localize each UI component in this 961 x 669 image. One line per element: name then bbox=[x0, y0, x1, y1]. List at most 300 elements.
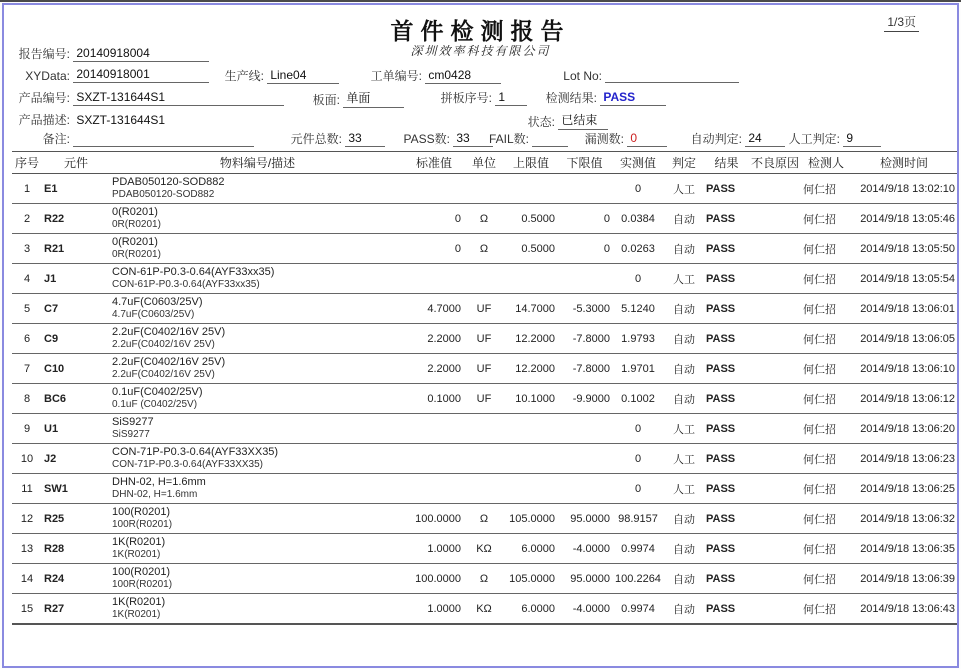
cell-component: R25 bbox=[42, 504, 110, 534]
part-description: DHN-02, H=1.6mm bbox=[112, 489, 198, 500]
cell-index: 11 bbox=[12, 474, 42, 504]
cell-part-desc bbox=[110, 234, 405, 264]
cell-result: PASS bbox=[704, 354, 749, 384]
cell-lower-limit: -7.8000 bbox=[557, 324, 612, 354]
table-row bbox=[12, 384, 957, 414]
cell-lower-limit: 95.0000 bbox=[557, 564, 612, 594]
cell-component: J2 bbox=[42, 444, 110, 474]
cell-unit: UF bbox=[463, 354, 505, 384]
field-label: 产品描述: bbox=[18, 113, 70, 127]
field-value: 20140918004 bbox=[73, 46, 209, 62]
cell-standard bbox=[405, 474, 463, 504]
part-number: 100(R0201) bbox=[112, 506, 171, 518]
cell-component: BC6 bbox=[42, 384, 110, 414]
cell-result: PASS bbox=[704, 204, 749, 234]
col-measured: 实测值 bbox=[612, 152, 664, 174]
cell-upper-limit: 12.2000 bbox=[505, 354, 557, 384]
window-top-edge bbox=[0, 0, 961, 2]
cell-inspector: 何仁招 bbox=[801, 234, 851, 264]
field-label: 自动判定: bbox=[690, 132, 742, 146]
part-number: 2.2uF(C0402/16V 25V) bbox=[112, 326, 226, 338]
field-pass-count bbox=[394, 130, 493, 147]
cell-measured: 0 bbox=[612, 174, 664, 204]
cell-result: PASS bbox=[704, 564, 749, 594]
part-number: 0(R0201) bbox=[112, 236, 158, 248]
cell-part-desc bbox=[110, 534, 405, 564]
cell-result: PASS bbox=[704, 264, 749, 294]
table-row bbox=[12, 174, 957, 204]
cell-unit: KΩ bbox=[463, 534, 505, 564]
cell-index: 14 bbox=[12, 564, 42, 594]
cell-judge: 人工 bbox=[664, 444, 704, 474]
cell-lower-limit: 0 bbox=[557, 204, 612, 234]
cell-unit: Ω bbox=[463, 234, 505, 264]
cell-component: R27 bbox=[42, 594, 110, 625]
cell-upper-limit: 12.2000 bbox=[505, 324, 557, 354]
cell-result: PASS bbox=[704, 414, 749, 444]
cell-lower-limit bbox=[557, 414, 612, 444]
cell-standard bbox=[405, 264, 463, 294]
field-total-count bbox=[272, 130, 385, 147]
cell-lower-limit: -9.9000 bbox=[557, 384, 612, 414]
cell-part-desc bbox=[110, 264, 405, 294]
field-value: 1 bbox=[495, 90, 527, 106]
cell-measured: 5.1240 bbox=[612, 294, 664, 324]
field-work-order bbox=[347, 67, 501, 84]
table-row bbox=[12, 264, 957, 294]
cell-bad-reason bbox=[749, 294, 801, 324]
cell-test-time: 2014/9/18 13:06:05 bbox=[851, 324, 957, 354]
col-result: 结果 bbox=[704, 152, 749, 174]
table-row bbox=[12, 474, 957, 504]
col-standard: 标准值 bbox=[405, 152, 463, 174]
part-description: 2.2uF(C0402/16V 25V) bbox=[112, 339, 215, 350]
cell-part-desc bbox=[110, 444, 405, 474]
cell-bad-reason bbox=[749, 474, 801, 504]
cell-unit: UF bbox=[463, 294, 505, 324]
cell-bad-reason bbox=[749, 594, 801, 625]
field-test-result bbox=[534, 89, 666, 106]
cell-unit: UF bbox=[463, 324, 505, 354]
cell-bad-reason bbox=[749, 174, 801, 204]
cell-result: PASS bbox=[704, 474, 749, 504]
field-xydata bbox=[12, 67, 209, 83]
cell-upper-limit: 14.7000 bbox=[505, 294, 557, 324]
cell-component: U1 bbox=[42, 414, 110, 444]
field-label: 报告编号: bbox=[18, 47, 70, 61]
cell-part-desc bbox=[110, 504, 405, 534]
part-description: 100R(R0201) bbox=[112, 579, 173, 590]
cell-measured: 98.9157 bbox=[612, 504, 664, 534]
field-lot-no bbox=[524, 67, 739, 83]
cell-inspector: 何仁招 bbox=[801, 324, 851, 354]
cell-upper-limit: 0.5000 bbox=[505, 234, 557, 264]
cell-measured: 0.0263 bbox=[612, 234, 664, 264]
cell-judge: 人工 bbox=[664, 414, 704, 444]
cell-result: PASS bbox=[704, 384, 749, 414]
part-number: SiS9277 bbox=[112, 416, 154, 428]
part-number: 1K(R0201) bbox=[112, 596, 166, 608]
cell-component: E1 bbox=[42, 174, 110, 204]
field-value: SXZT-131644S1 bbox=[76, 113, 166, 127]
cell-result: PASS bbox=[704, 504, 749, 534]
part-description: 4.7uF(C0603/25V) bbox=[112, 309, 195, 320]
cell-result: PASS bbox=[704, 234, 749, 264]
cell-inspector: 何仁招 bbox=[801, 174, 851, 204]
table-row bbox=[12, 504, 957, 534]
field-label: 检测结果: bbox=[545, 91, 597, 105]
cell-bad-reason bbox=[749, 414, 801, 444]
part-number: 0(R0201) bbox=[112, 206, 158, 218]
cell-inspector: 何仁招 bbox=[801, 264, 851, 294]
cell-judge: 自动 bbox=[664, 384, 704, 414]
col-index: 序号 bbox=[12, 152, 42, 174]
cell-test-time: 2014/9/18 13:06:39 bbox=[851, 564, 957, 594]
col-component: 元件 bbox=[42, 152, 110, 174]
part-description: 1K(R0201) bbox=[112, 549, 161, 560]
table-row bbox=[12, 354, 957, 384]
cell-inspector: 何仁招 bbox=[801, 594, 851, 625]
cell-lower-limit bbox=[557, 444, 612, 474]
part-description: 100R(R0201) bbox=[112, 519, 173, 530]
cell-upper-limit bbox=[505, 444, 557, 474]
cell-bad-reason bbox=[749, 204, 801, 234]
cell-judge: 自动 bbox=[664, 294, 704, 324]
cell-component: R24 bbox=[42, 564, 110, 594]
field-label: 工单编号: bbox=[370, 69, 422, 83]
cell-result: PASS bbox=[704, 324, 749, 354]
field-label: PASS数: bbox=[403, 132, 450, 146]
part-number: 2.2uF(C0402/16V 25V) bbox=[112, 356, 226, 368]
part-description: CON-71P-P0.3-0.64(AYF33XX35) bbox=[112, 459, 263, 470]
cell-index: 6 bbox=[12, 324, 42, 354]
cell-standard: 2.2000 bbox=[405, 324, 463, 354]
cell-judge: 自动 bbox=[664, 594, 704, 625]
part-description: CON-61P-P0.3-0.64(AYF33xx35) bbox=[112, 279, 260, 290]
cell-upper-limit: 105.0000 bbox=[505, 504, 557, 534]
field-product-no bbox=[12, 89, 284, 106]
field-status bbox=[500, 111, 608, 130]
field-value: 已结束 bbox=[558, 111, 608, 130]
cell-measured: 0.9974 bbox=[612, 594, 664, 625]
cell-bad-reason bbox=[749, 384, 801, 414]
cell-standard: 0.1000 bbox=[405, 384, 463, 414]
cell-component: R21 bbox=[42, 234, 110, 264]
field-value: PASS bbox=[600, 90, 666, 106]
cell-inspector: 何仁招 bbox=[801, 474, 851, 504]
table-row bbox=[12, 444, 957, 474]
cell-part-desc bbox=[110, 384, 405, 414]
cell-component: C7 bbox=[42, 294, 110, 324]
field-label: 备注: bbox=[42, 132, 70, 146]
part-number: 100(R0201) bbox=[112, 566, 171, 578]
field-value: Line04 bbox=[267, 68, 339, 84]
cell-measured: 0 bbox=[612, 264, 664, 294]
table-row bbox=[12, 234, 957, 264]
cell-part-desc bbox=[110, 324, 405, 354]
cell-test-time: 2014/9/18 13:06:20 bbox=[851, 414, 957, 444]
cell-upper-limit: 0.5000 bbox=[505, 204, 557, 234]
cell-inspector: 何仁招 bbox=[801, 384, 851, 414]
cell-test-time: 2014/9/18 13:06:10 bbox=[851, 354, 957, 384]
cell-unit: KΩ bbox=[463, 594, 505, 625]
cell-bad-reason bbox=[749, 264, 801, 294]
cell-index: 4 bbox=[12, 264, 42, 294]
cell-standard bbox=[405, 174, 463, 204]
cell-standard: 0 bbox=[405, 234, 463, 264]
cell-unit bbox=[463, 444, 505, 474]
cell-component: R28 bbox=[42, 534, 110, 564]
report-title: 首件检测报告 bbox=[390, 19, 571, 44]
cell-judge: 自动 bbox=[664, 534, 704, 564]
part-number: 4.7uF(C0603/25V) bbox=[112, 296, 203, 308]
field-label: 元件总数: bbox=[290, 132, 342, 146]
cell-measured: 100.2264 bbox=[612, 564, 664, 594]
cell-part-desc bbox=[110, 564, 405, 594]
field-value: 20140918001 bbox=[73, 67, 209, 83]
field-auto-judge bbox=[674, 130, 785, 147]
col-bad-reason: 不良原因 bbox=[749, 152, 801, 174]
cell-inspector: 何仁招 bbox=[801, 534, 851, 564]
table-row bbox=[12, 594, 957, 625]
field-remark bbox=[12, 130, 254, 147]
cell-standard: 2.2000 bbox=[405, 354, 463, 384]
field-value: 单面 bbox=[343, 89, 404, 108]
col-inspector: 检测人 bbox=[801, 152, 851, 174]
col-test-time: 检测时间 bbox=[851, 152, 957, 174]
cell-bad-reason bbox=[749, 534, 801, 564]
cell-bad-reason bbox=[749, 234, 801, 264]
cell-bad-reason bbox=[749, 564, 801, 594]
cell-unit bbox=[463, 414, 505, 444]
cell-unit: Ω bbox=[463, 564, 505, 594]
cell-result: PASS bbox=[704, 174, 749, 204]
page-indicator[interactable]: 1/3页 bbox=[884, 13, 919, 32]
field-value bbox=[605, 67, 739, 83]
cell-inspector: 何仁招 bbox=[801, 204, 851, 234]
field-label: Lot No: bbox=[563, 69, 602, 83]
cell-standard: 100.0000 bbox=[405, 504, 463, 534]
cell-part-desc bbox=[110, 474, 405, 504]
cell-upper-limit bbox=[505, 414, 557, 444]
table-row bbox=[12, 534, 957, 564]
part-number: PDAB050120-SOD882 bbox=[112, 176, 225, 188]
part-description: 2.2uF(C0402/16V 25V) bbox=[112, 369, 215, 380]
cell-measured: 1.9793 bbox=[612, 324, 664, 354]
cell-upper-limit bbox=[505, 174, 557, 204]
cell-test-time: 2014/9/18 13:05:54 bbox=[851, 264, 957, 294]
cell-test-time: 2014/9/18 13:06:35 bbox=[851, 534, 957, 564]
field-value: 33 bbox=[345, 131, 385, 147]
col-unit: 单位 bbox=[463, 152, 505, 174]
cell-unit bbox=[463, 474, 505, 504]
part-number: CON-71P-P0.3-0.64(AYF33XX35) bbox=[112, 446, 279, 458]
cell-bad-reason bbox=[749, 504, 801, 534]
field-label: 拼板序号: bbox=[440, 91, 492, 105]
cell-result: PASS bbox=[704, 534, 749, 564]
cell-index: 8 bbox=[12, 384, 42, 414]
cell-lower-limit: -7.8000 bbox=[557, 354, 612, 384]
cell-component: C10 bbox=[42, 354, 110, 384]
cell-judge: 自动 bbox=[664, 504, 704, 534]
cell-index: 2 bbox=[12, 204, 42, 234]
cell-component: R22 bbox=[42, 204, 110, 234]
cell-part-desc bbox=[110, 414, 405, 444]
col-judge: 判定 bbox=[664, 152, 704, 174]
report-table-body bbox=[12, 174, 957, 625]
cell-lower-limit: -5.3000 bbox=[557, 294, 612, 324]
part-number: 0.1uF(C0402/25V) bbox=[112, 386, 203, 398]
cell-component: J1 bbox=[42, 264, 110, 294]
cell-component: C9 bbox=[42, 324, 110, 354]
cell-judge: 自动 bbox=[664, 564, 704, 594]
field-panel-no bbox=[427, 89, 527, 106]
cell-inspector: 何仁招 bbox=[801, 504, 851, 534]
cell-standard bbox=[405, 444, 463, 474]
cell-lower-limit bbox=[557, 474, 612, 504]
table-header-row bbox=[12, 152, 957, 174]
cell-judge: 人工 bbox=[664, 174, 704, 204]
field-value bbox=[532, 131, 568, 147]
field-production-line bbox=[194, 67, 339, 84]
report-page bbox=[2, 3, 959, 668]
field-label: 状态: bbox=[527, 115, 555, 129]
part-description: 0R(R0201) bbox=[112, 219, 161, 230]
cell-standard: 100.0000 bbox=[405, 564, 463, 594]
field-value: 0 bbox=[627, 131, 667, 147]
field-label: 产品编号: bbox=[18, 91, 70, 105]
cell-measured: 0.9974 bbox=[612, 534, 664, 564]
cell-test-time: 2014/9/18 13:06:43 bbox=[851, 594, 957, 625]
cell-part-desc bbox=[110, 204, 405, 234]
cell-standard: 1.0000 bbox=[405, 594, 463, 625]
cell-upper-limit: 10.1000 bbox=[505, 384, 557, 414]
part-description: 1K(R0201) bbox=[112, 609, 161, 620]
cell-index: 1 bbox=[12, 174, 42, 204]
cell-lower-limit: 0 bbox=[557, 234, 612, 264]
cell-lower-limit bbox=[557, 174, 612, 204]
field-value: 24 bbox=[745, 131, 785, 147]
cell-standard: 4.7000 bbox=[405, 294, 463, 324]
cell-standard bbox=[405, 414, 463, 444]
cell-upper-limit bbox=[505, 264, 557, 294]
table-row bbox=[12, 324, 957, 354]
cell-test-time: 2014/9/18 13:06:32 bbox=[851, 504, 957, 534]
col-upper: 上限值 bbox=[505, 152, 557, 174]
cell-index: 5 bbox=[12, 294, 42, 324]
field-value: 33 bbox=[453, 131, 493, 147]
field-missed-count bbox=[576, 130, 667, 147]
cell-bad-reason bbox=[749, 444, 801, 474]
cell-measured: 0 bbox=[612, 414, 664, 444]
cell-judge: 自动 bbox=[664, 234, 704, 264]
cell-index: 13 bbox=[12, 534, 42, 564]
cell-bad-reason bbox=[749, 324, 801, 354]
cell-inspector: 何仁招 bbox=[801, 354, 851, 384]
field-label: 板面: bbox=[312, 93, 340, 107]
cell-test-time: 2014/9/18 13:06:23 bbox=[851, 444, 957, 474]
cell-standard: 0 bbox=[405, 204, 463, 234]
cell-judge: 自动 bbox=[664, 204, 704, 234]
field-value: 9 bbox=[843, 131, 881, 147]
cell-inspector: 何仁招 bbox=[801, 564, 851, 594]
cell-test-time: 2014/9/18 13:06:25 bbox=[851, 474, 957, 504]
cell-result: PASS bbox=[704, 594, 749, 625]
cell-index: 10 bbox=[12, 444, 42, 474]
col-lower: 下限值 bbox=[557, 152, 612, 174]
cell-test-time: 2014/9/18 13:05:46 bbox=[851, 204, 957, 234]
cell-upper-limit: 6.0000 bbox=[505, 534, 557, 564]
cell-upper-limit: 6.0000 bbox=[505, 594, 557, 625]
table-row bbox=[12, 204, 957, 234]
part-number: DHN-02, H=1.6mm bbox=[112, 476, 206, 488]
field-report-no bbox=[12, 45, 209, 62]
cell-index: 3 bbox=[12, 234, 42, 264]
part-number: 1K(R0201) bbox=[112, 536, 166, 548]
cell-unit: UF bbox=[463, 384, 505, 414]
cell-measured: 1.9701 bbox=[612, 354, 664, 384]
cell-lower-limit bbox=[557, 264, 612, 294]
cell-index: 15 bbox=[12, 594, 42, 625]
cell-inspector: 何仁招 bbox=[801, 294, 851, 324]
field-label: 生产线: bbox=[224, 69, 264, 83]
cell-measured: 0.1002 bbox=[612, 384, 664, 414]
field-manual-judge bbox=[782, 130, 881, 147]
table-row bbox=[12, 564, 957, 594]
cell-measured: 0 bbox=[612, 474, 664, 504]
inspection-table bbox=[12, 151, 957, 625]
col-part-desc: 物料编号/描述 bbox=[110, 152, 405, 174]
cell-result: PASS bbox=[704, 294, 749, 324]
cell-test-time: 2014/9/18 13:06:12 bbox=[851, 384, 957, 414]
cell-upper-limit bbox=[505, 474, 557, 504]
table-row bbox=[12, 294, 957, 324]
cell-upper-limit: 105.0000 bbox=[505, 564, 557, 594]
field-value: SXZT-131644S1 bbox=[73, 90, 284, 106]
part-description: 0R(R0201) bbox=[112, 249, 161, 260]
field-value: cm0428 bbox=[425, 68, 501, 84]
cell-part-desc bbox=[110, 174, 405, 204]
cell-judge: 人工 bbox=[664, 474, 704, 504]
company-name: 深圳效率科技有限公司 bbox=[410, 44, 551, 58]
field-label: XYData: bbox=[25, 69, 70, 83]
cell-test-time: 2014/9/18 13:06:01 bbox=[851, 294, 957, 324]
cell-standard: 1.0000 bbox=[405, 534, 463, 564]
cell-unit: Ω bbox=[463, 204, 505, 234]
field-label: 漏测数: bbox=[584, 132, 624, 146]
cell-part-desc bbox=[110, 294, 405, 324]
cell-measured: 0.0384 bbox=[612, 204, 664, 234]
cell-measured: 0 bbox=[612, 444, 664, 474]
cell-index: 9 bbox=[12, 414, 42, 444]
cell-test-time: 2014/9/18 13:05:50 bbox=[851, 234, 957, 264]
field-product-desc bbox=[12, 111, 168, 128]
cell-judge: 自动 bbox=[664, 354, 704, 384]
cell-unit bbox=[463, 174, 505, 204]
cell-result: PASS bbox=[704, 444, 749, 474]
field-board-side bbox=[287, 89, 404, 108]
field-label: FAIL数: bbox=[488, 132, 529, 146]
cell-inspector: 何仁招 bbox=[801, 444, 851, 474]
part-description: PDAB050120-SOD882 bbox=[112, 189, 215, 200]
cell-unit: Ω bbox=[463, 504, 505, 534]
cell-index: 12 bbox=[12, 504, 42, 534]
cell-judge: 自动 bbox=[664, 324, 704, 354]
cell-component: SW1 bbox=[42, 474, 110, 504]
field-fail-count bbox=[484, 130, 568, 147]
cell-lower-limit: -4.0000 bbox=[557, 534, 612, 564]
part-number: CON-61P-P0.3-0.64(AYF33xx35) bbox=[112, 266, 275, 278]
